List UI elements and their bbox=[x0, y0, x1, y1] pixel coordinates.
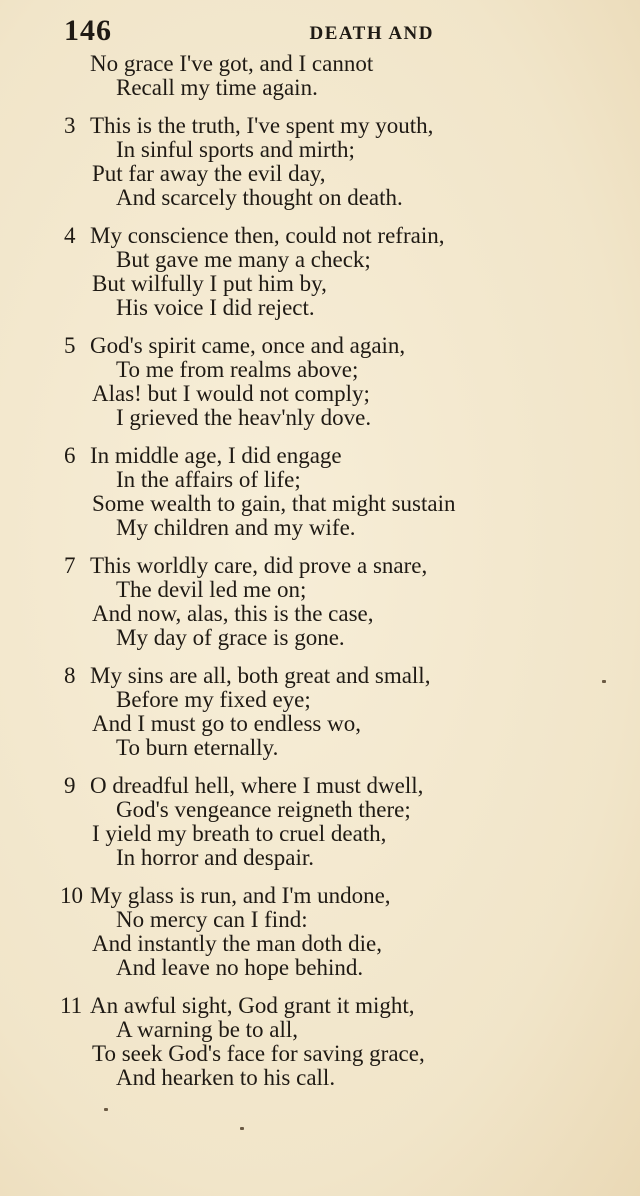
stanza-4 bbox=[62, 224, 572, 320]
hymn-text bbox=[62, 52, 572, 1104]
verse-line: 6 In middle age, I did engage bbox=[64, 443, 342, 468]
verse-line: 4 My conscience then, could not refrain, bbox=[64, 223, 445, 248]
verse-line: The devil led me on; bbox=[116, 577, 307, 602]
verse-line: To me from realms above; bbox=[116, 357, 359, 382]
stanza-number: 11 bbox=[60, 993, 83, 1018]
stanza-11 bbox=[62, 994, 572, 1090]
stanza-number: 5 bbox=[64, 333, 76, 358]
verse-line: I grieved the heav'nly dove. bbox=[116, 405, 372, 430]
stanza-5 bbox=[62, 334, 572, 430]
verse-line: 3 This is the truth, I've spent my youth, bbox=[64, 113, 434, 138]
paper-speck bbox=[104, 1108, 108, 1111]
verse-line: And scarcely thought on death. bbox=[116, 185, 403, 210]
stanza-number: 10 bbox=[60, 883, 83, 908]
verse-line: And instantly the man doth die, bbox=[92, 931, 383, 956]
verse-line: Alas! but I would not comply; bbox=[92, 381, 370, 406]
verse-line: And now, alas, this is the case, bbox=[92, 601, 374, 626]
stanza-9 bbox=[62, 774, 572, 870]
stanza-number: 6 bbox=[64, 443, 76, 468]
verse-line: And hearken to his call. bbox=[116, 1065, 336, 1090]
stanza-continuation bbox=[62, 52, 572, 100]
verse-line: Some wealth to gain, that might sustain bbox=[92, 491, 456, 516]
verse-line: In the affairs of life; bbox=[116, 467, 301, 492]
verse-line: To seek God's face for saving grace, bbox=[92, 1041, 425, 1066]
stanza-number: 8 bbox=[64, 663, 76, 688]
verse-line: Put far away the evil day, bbox=[92, 161, 326, 186]
page-header bbox=[64, 14, 434, 50]
verse-line: His voice I did reject. bbox=[116, 295, 315, 320]
verse-line: But wilfully I put him by, bbox=[92, 271, 327, 296]
verse-line: But gave me many a check; bbox=[116, 247, 371, 272]
verse-line: 7 This worldly care, did prove a snare, bbox=[64, 553, 428, 578]
page-number: 146 bbox=[64, 14, 112, 47]
verse-line: No grace I've got, and I cannot bbox=[90, 51, 374, 76]
verse-line: My day of grace is gone. bbox=[116, 625, 345, 650]
stanza-number: 3 bbox=[64, 113, 76, 138]
stanza-number: 7 bbox=[64, 553, 76, 578]
verse-line: 10 My glass is run, and I'm undone, bbox=[60, 883, 391, 908]
verse-line: No mercy can I find: bbox=[116, 907, 308, 932]
verse-line: God's vengeance reigneth there; bbox=[116, 797, 411, 822]
verse-line: And leave no hope behind. bbox=[116, 955, 364, 980]
verse-line: In sinful sports and mirth; bbox=[116, 137, 355, 162]
stanza-7 bbox=[62, 554, 572, 650]
verse-line: 9 O dreadful hell, where I must dwell, bbox=[64, 773, 424, 798]
verse-line: 5 God's spirit came, once and again, bbox=[64, 333, 406, 358]
verse-line: To burn eternally. bbox=[116, 735, 279, 760]
verse-line: Before my fixed eye; bbox=[116, 687, 311, 712]
stanza-8 bbox=[62, 664, 572, 760]
verse-line: Recall my time again. bbox=[116, 75, 318, 100]
stanza-6 bbox=[62, 444, 572, 540]
verse-line: And I must go to endless wo, bbox=[92, 711, 361, 736]
stanza-3 bbox=[62, 114, 572, 210]
stanza-10 bbox=[62, 884, 572, 980]
verse-line: A warning be to all, bbox=[116, 1017, 299, 1042]
verse-line: 8 My sins are all, both great and small, bbox=[64, 663, 431, 688]
verse-line: My children and my wife. bbox=[116, 515, 356, 540]
paper-speck bbox=[240, 1127, 244, 1130]
verse-line: 11 An awful sight, God grant it might, bbox=[60, 993, 415, 1018]
paper-speck bbox=[602, 680, 606, 683]
verse-line: In horror and despair. bbox=[116, 845, 314, 870]
verse-line: I yield my breath to cruel death, bbox=[92, 821, 387, 846]
running-head: DEATH AND bbox=[309, 23, 434, 44]
stanza-number: 4 bbox=[64, 223, 76, 248]
stanza-number: 9 bbox=[64, 773, 76, 798]
